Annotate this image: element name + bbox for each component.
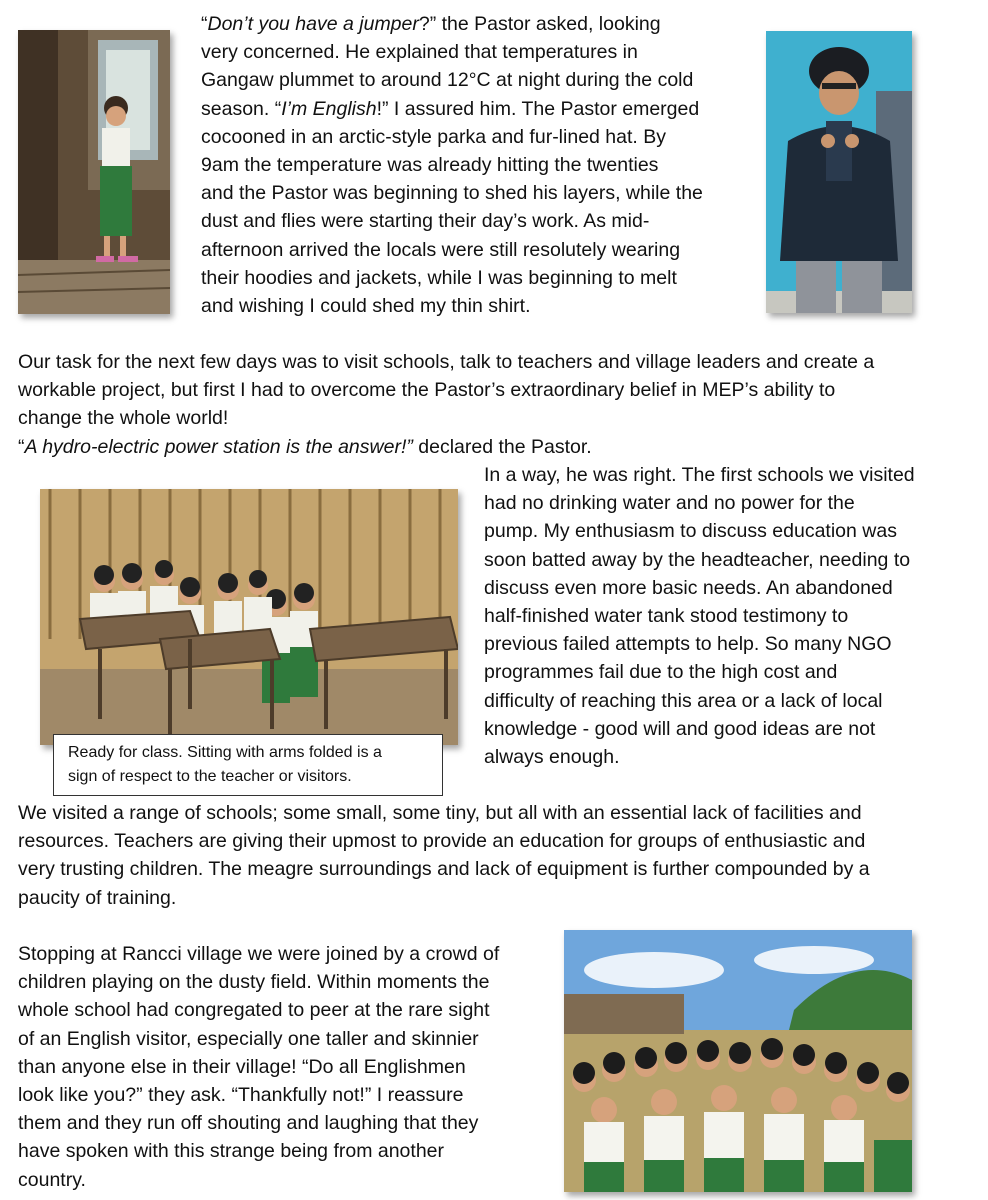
text-line: Stopping at Rancci village we were joined by a crowd of (18, 943, 500, 965)
task-paragraph (18, 348, 874, 461)
text-line: very trusting children. The meagre surroundings and lack of equipment is further compounded by a (18, 858, 870, 881)
text-line: 9am the temperature was already hitting the twenties (201, 154, 659, 177)
text-line: afternoon arrived the locals were still resolutely wearing (201, 238, 681, 261)
text-line: Ready for class. Sitting with arms folded is a (68, 744, 382, 761)
text-line: “Don’t you have a jumper?” the Pastor asked, looking (201, 13, 661, 35)
italic-run: I’m English (281, 97, 377, 120)
intro-paragraph (201, 10, 703, 320)
text-line: their hoodies and jackets, while I was beginning to melt (201, 266, 677, 289)
photo-classroom-children (40, 489, 458, 745)
text-line: discuss even more basic needs. An abandoned (484, 576, 893, 599)
text-line: than anyone else in their village! “Do all Englishmen (18, 1055, 466, 1078)
water-paragraph (484, 461, 915, 771)
text-line: season. “I’m English!” I assured him. The Pastor emerged (201, 97, 700, 120)
text-line: dust and flies were starting their day’s work. As mid- (201, 210, 650, 233)
text-line: programmes fail due to the high cost and (484, 661, 838, 684)
text-line: and wishing I could shed my thin shirt. (201, 295, 531, 318)
photo-rancci-crowd (564, 930, 912, 1192)
rancci-paragraph (18, 940, 499, 1194)
text-line: very concerned. He explained that temperatures in (201, 41, 638, 64)
text-line: workable project, but first I had to overcome the Pastor’s extraordinary belief in MEP’s ability to (18, 379, 836, 402)
text-line: look like you?” they ask. “Thankfully not!” I reassure (18, 1084, 464, 1107)
italic-run: A hydro-electric power station is the answer!” (24, 435, 413, 458)
text-line: “A hydro-electric power station is the answer!” declared the Pastor. (18, 435, 592, 458)
text-line: We visited a range of schools; some small, some tiny, but all with an essential lack of facilities and (18, 802, 862, 824)
text-line: knowledge - good will and good ideas are not (484, 717, 876, 740)
text-line: pump. My enthusiasm to discuss education was (484, 520, 897, 543)
text-line: country. (18, 1168, 86, 1191)
text-line: Gangaw plummet to around 12°C at night during the cold (201, 69, 694, 92)
text-line: and the Pastor was beginning to shed his layers, while the (201, 182, 703, 205)
text-line: cocooned in an arctic-style parka and fur-lined hat. By (201, 125, 667, 148)
text-line: paucity of training. (18, 886, 177, 909)
text-line: soon batted away by the headteacher, needing to (484, 548, 911, 571)
text-line: change the whole world! (18, 407, 229, 430)
text-line: resources. Teachers are giving their upmost to provide an education for groups of enthusiastic and (18, 830, 866, 853)
text-line: children playing on the dusty field. Within moments the (18, 971, 490, 994)
text-line: of an English visitor, especially one taller and skinnier (18, 1027, 479, 1050)
text-line: have spoken with this strange being from another (18, 1140, 445, 1163)
text-line: them and they run off shouting and laughing that they (18, 1112, 479, 1135)
italic-run: Don’t you have a jumper (207, 13, 419, 35)
text-line: In a way, he was right. The first schools we visited (484, 464, 915, 486)
photo-pastor-parka (766, 31, 912, 313)
text-line: always enough. (484, 746, 620, 769)
text-line: had no drinking water and no power for the (484, 492, 855, 515)
text-line: half-finished water tank stood testimony to (484, 605, 849, 628)
photo-girl-wooden-house (18, 30, 170, 314)
text-line: whole school had congregated to peer at the rare sight (18, 999, 490, 1022)
text-line: difficulty of reaching this area or a lack of local (484, 689, 883, 712)
text-line: sign of respect to the teacher or visitors. (68, 768, 352, 785)
text-line: Our task for the next few days was to visit schools, talk to teachers and village leaders and create a (18, 351, 875, 373)
text-line: previous failed attempts to help. So many NGO (484, 633, 892, 656)
classroom-photo-caption (53, 734, 443, 796)
schools-paragraph (18, 799, 870, 912)
